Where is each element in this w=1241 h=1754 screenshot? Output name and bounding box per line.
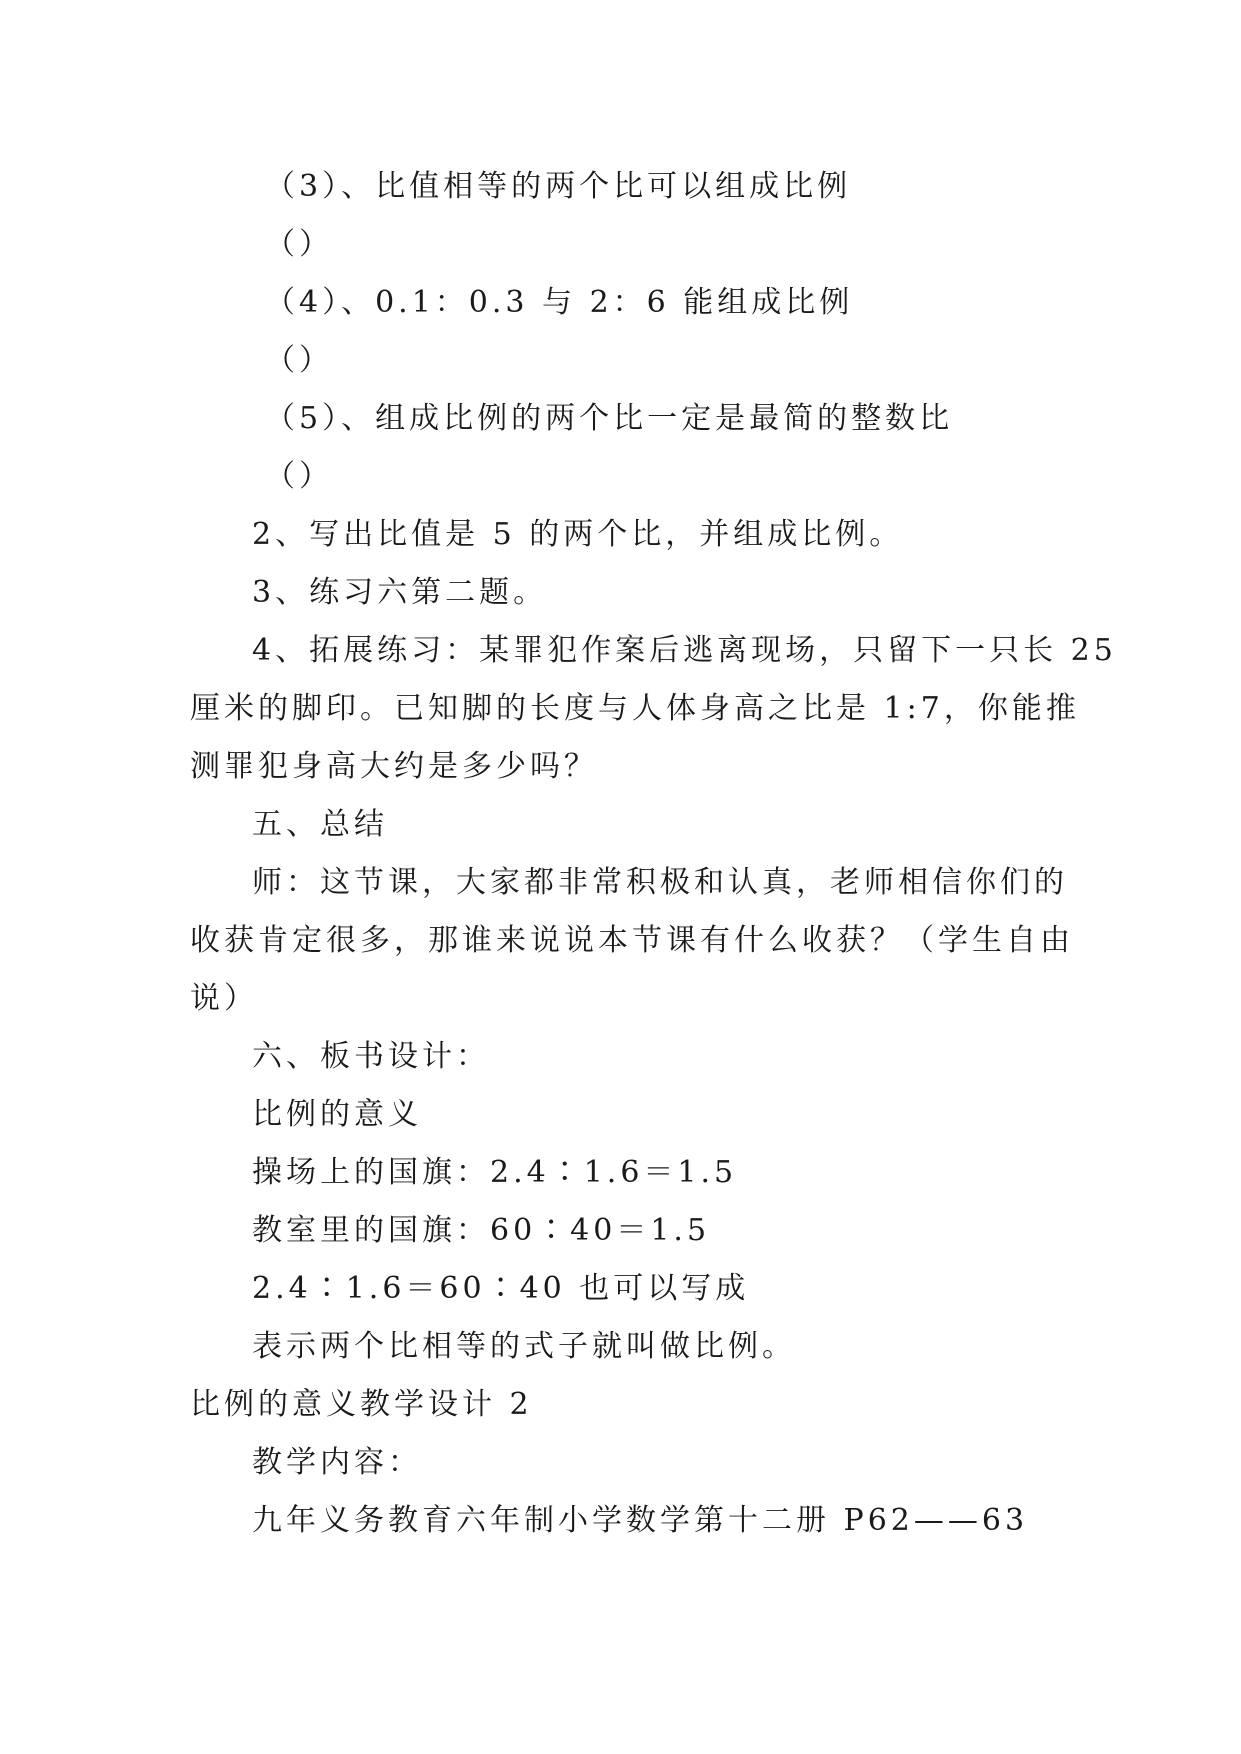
text-line: 收获肯定很多，那谁来说说本节课有什么收获？（学生自由 [190,923,1074,958]
text-line: （） [265,227,333,262]
section-heading: 比例的意义教学设计 2 [190,1387,533,1422]
text-line: 比例的意义 [252,1097,422,1132]
text-line: 教室里的国旗：60∶40＝1.5 [252,1213,711,1248]
text-line: （3）、比值相等的两个比可以组成比例 [265,169,852,204]
text-line: 教学内容： [252,1445,422,1480]
text-line: 4、拓展练习：某罪犯作案后逃离现场，只留下一只长 25 [252,633,1117,668]
text-line: （） [265,459,333,494]
text-line: 2.4∶1.6＝60∶40 也可以写成 [252,1271,750,1306]
text-line: 2、写出比值是 5 的两个比，并组成比例。 [252,517,904,552]
text-line: 六、板书设计： [252,1039,490,1074]
text-line: 操场上的国旗：2.4∶1.6＝1.5 [252,1155,738,1190]
text-line: 说） [190,981,258,1016]
text-line: 表示两个比相等的式子就叫做比例。 [252,1329,796,1364]
text-line: 测罪犯身高大约是多少吗？ [190,749,598,784]
text-line: 九年义务教育六年制小学数学第十二册 P62——63 [252,1503,1029,1538]
text-line: （4）、0.1：0.3 与 2：6 能组成比例 [265,285,854,320]
text-line: 3、练习六第二题。 [252,575,548,610]
text-line: （5）、组成比例的两个比一定是最简的整数比 [265,401,954,436]
text-line: 师：这节课，大家都非常积极和认真，老师相信你们的 [252,865,1068,900]
text-line: （） [265,343,333,378]
text-line: 厘米的脚印。已知脚的长度与人体身高之比是 1:7，你能推 [190,691,1080,726]
text-line: 五、总结 [252,807,388,842]
